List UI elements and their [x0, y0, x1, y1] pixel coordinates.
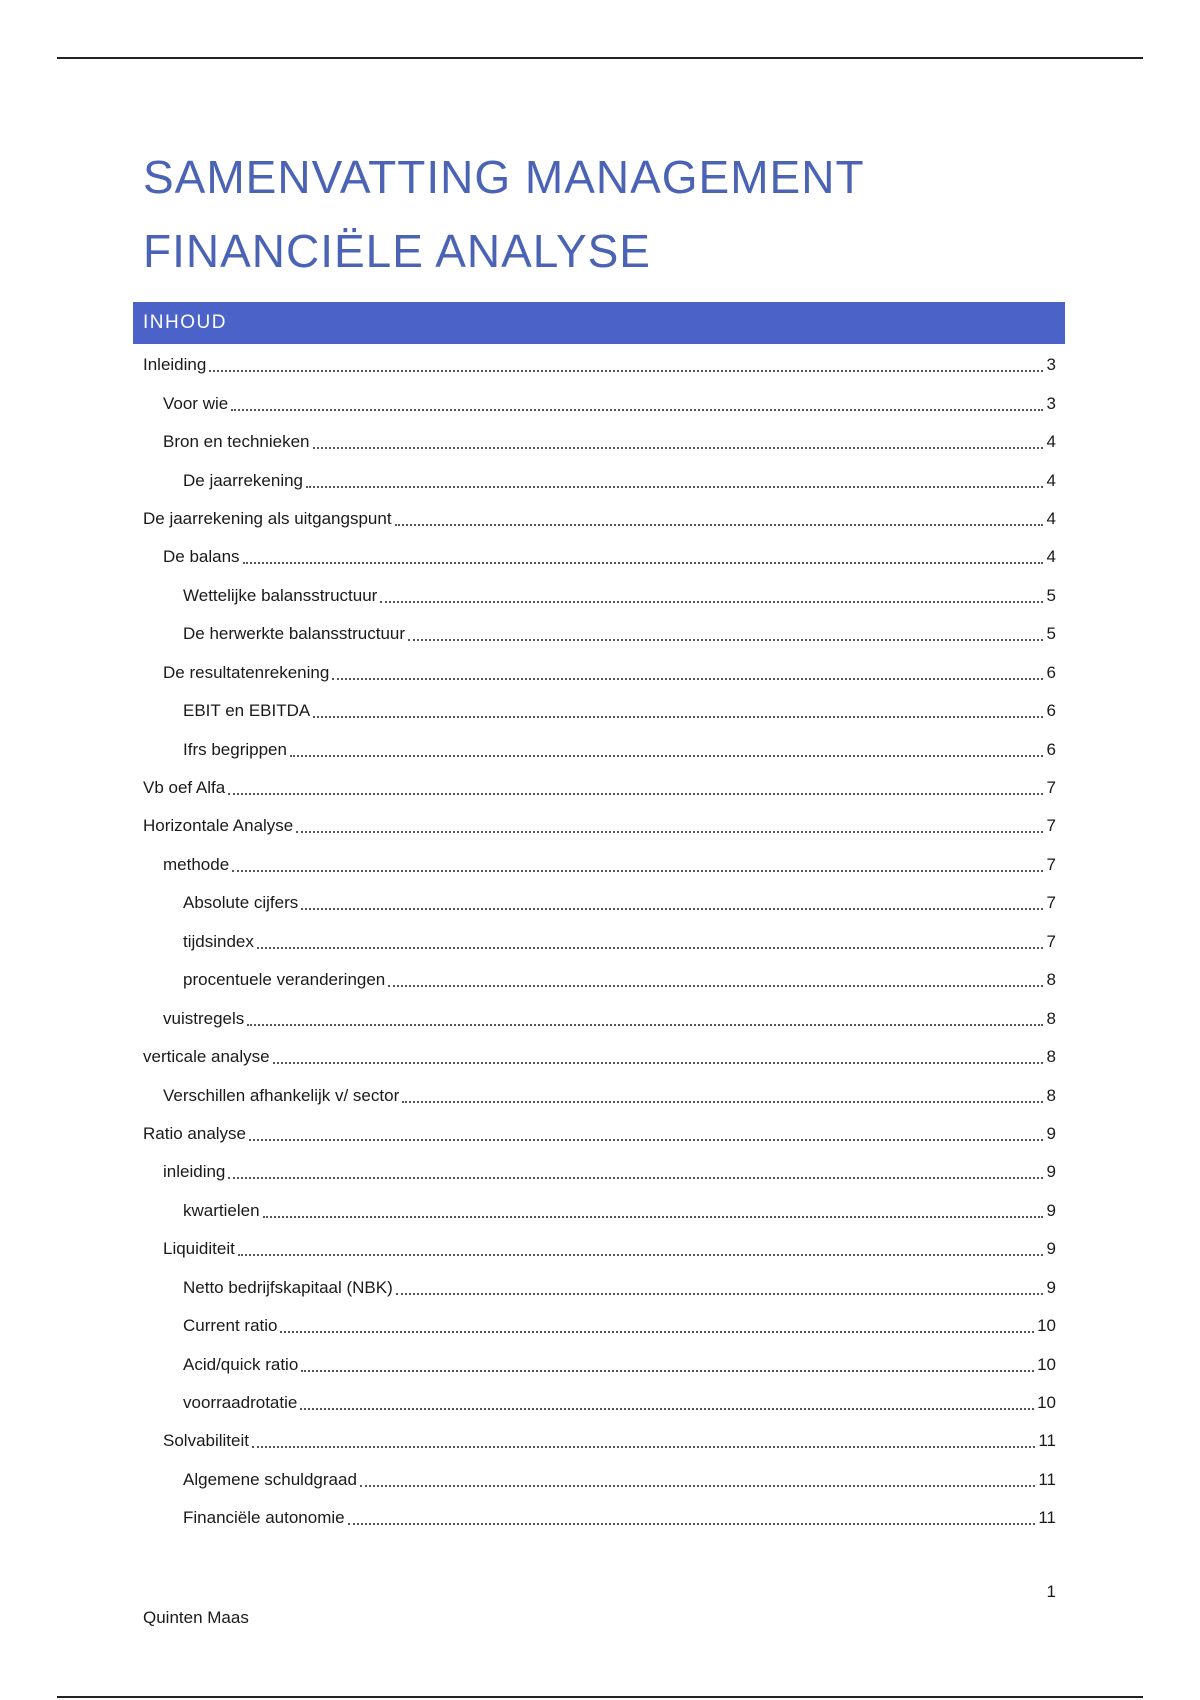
toc-entry-label: kwartielen [183, 1200, 260, 1220]
toc-entry[interactable] [143, 1192, 1056, 1230]
toc-dot-leader [360, 1485, 1035, 1487]
toc-entry-label: inleiding [163, 1162, 226, 1182]
toc-entry-page: 4 [1046, 470, 1056, 490]
toc-dot-leader [231, 409, 1043, 411]
toc-dot-leader [313, 447, 1044, 449]
toc-entry-page: 11 [1038, 1469, 1056, 1489]
toc-dot-leader [296, 831, 1043, 833]
toc-entry-label: Solvabiliteit [163, 1431, 249, 1451]
toc-entry-page: 9 [1046, 1162, 1056, 1182]
toc-entry-label: procentuele veranderingen [183, 970, 386, 990]
toc-entry-page: 4 [1046, 432, 1056, 452]
toc-entry[interactable] [143, 1461, 1056, 1499]
toc-dot-leader [396, 1293, 1043, 1295]
table-of-contents [143, 346, 1056, 1538]
toc-entry-page: 6 [1046, 662, 1056, 682]
toc-dot-leader [301, 908, 1043, 910]
toc-dot-leader [290, 755, 1043, 757]
toc-entry-page: 8 [1046, 970, 1056, 990]
toc-entry-label: Absolute cijfers [183, 893, 299, 913]
toc-entry[interactable] [143, 807, 1056, 845]
toc-dot-leader [300, 1408, 1034, 1410]
toc-entry-label: methode [163, 854, 230, 874]
toc-entry-label: De herwerkte balansstructuur [183, 624, 406, 644]
toc-entry[interactable] [143, 1307, 1056, 1345]
toc-entry-page: 3 [1046, 355, 1056, 375]
toc-entry[interactable] [143, 461, 1056, 499]
toc-entry-page: 4 [1046, 508, 1056, 528]
toc-dot-leader [228, 1177, 1043, 1179]
toc-entry[interactable] [143, 423, 1056, 461]
title-line-2: FINANCIËLE ANALYSE [143, 225, 651, 277]
toc-entry[interactable] [143, 384, 1056, 422]
toc-dot-leader [257, 947, 1043, 949]
toc-entry[interactable] [143, 1153, 1056, 1191]
toc-entry-label: vuistregels [163, 1008, 245, 1028]
toc-entry-page: 9 [1046, 1239, 1056, 1259]
toc-dot-leader [249, 1139, 1043, 1141]
top-rule [57, 57, 1143, 59]
toc-entry-page: 10 [1037, 1316, 1056, 1336]
toc-entry-label: Netto bedrijfskapitaal (NBK) [183, 1277, 393, 1297]
toc-entry[interactable] [143, 1115, 1056, 1153]
toc-dot-leader [228, 793, 1043, 795]
author-name: Quinten Maas [143, 1608, 249, 1627]
toc-dot-leader [313, 716, 1043, 718]
toc-entry-label: EBIT en EBITDA [183, 701, 311, 721]
toc-entry-label: Current ratio [183, 1316, 278, 1336]
toc-entry-page: 11 [1038, 1431, 1056, 1451]
toc-entry[interactable] [143, 615, 1056, 653]
toc-entry-label: Ifrs begrippen [183, 739, 287, 759]
toc-dot-leader [247, 1024, 1043, 1026]
toc-entry-label: Wettelijke balansstructuur [183, 585, 378, 605]
toc-dot-leader [301, 1370, 1034, 1372]
toc-entry-label: tijdsindex [183, 931, 254, 951]
toc-entry-page: 6 [1046, 701, 1056, 721]
toc-entry[interactable] [143, 346, 1056, 384]
toc-entry-page: 4 [1046, 547, 1056, 567]
toc-entry-page: 5 [1046, 585, 1056, 605]
toc-dot-leader [306, 486, 1043, 488]
toc-entry-label: voorraadrotatie [183, 1393, 298, 1413]
toc-dot-leader [238, 1254, 1043, 1256]
toc-entry[interactable] [143, 999, 1056, 1037]
toc-entry-label: Verschillen afhankelijk v/ sector [163, 1085, 400, 1105]
toc-entry-page: 9 [1046, 1277, 1056, 1297]
toc-entry-label: Algemene schuldgraad [183, 1469, 357, 1489]
toc-entry-page: 8 [1046, 1047, 1056, 1067]
toc-entry-label: De jaarrekening als uitgangspunt [143, 508, 392, 528]
toc-dot-leader [273, 1062, 1043, 1064]
toc-dot-leader [209, 370, 1043, 372]
toc-entry-label: Acid/quick ratio [183, 1354, 299, 1374]
toc-entry-label: verticale analyse [143, 1047, 270, 1067]
toc-dot-leader [263, 1216, 1043, 1218]
toc-entry[interactable] [143, 577, 1056, 615]
toc-dot-leader [332, 678, 1043, 680]
toc-entry[interactable] [143, 1499, 1056, 1537]
toc-entry[interactable] [143, 1230, 1056, 1268]
toc-dot-leader [388, 985, 1043, 987]
toc-entry-page: 6 [1046, 739, 1056, 759]
toc-dot-leader [280, 1331, 1034, 1333]
toc-entry[interactable] [143, 769, 1056, 807]
toc-entry-label: De balans [163, 547, 240, 567]
toc-entry-label: Ratio analyse [143, 1123, 247, 1143]
toc-entry[interactable] [143, 961, 1056, 999]
toc-entry-label: Horizontale Analyse [143, 816, 294, 836]
toc-entry-label: Vb oef Alfa [143, 778, 226, 798]
toc-entry-page: 9 [1046, 1123, 1056, 1143]
toc-entry-page: 11 [1038, 1508, 1056, 1528]
toc-entry[interactable] [143, 1384, 1056, 1422]
toc-entry-label: Financiële autonomie [183, 1508, 345, 1528]
toc-entry[interactable] [143, 1076, 1056, 1114]
toc-entry-label: Bron en technieken [163, 432, 310, 452]
toc-entry-label: Liquiditeit [163, 1239, 235, 1259]
toc-entry[interactable] [143, 1345, 1056, 1383]
toc-entry[interactable] [143, 1422, 1056, 1460]
toc-entry[interactable] [143, 538, 1056, 576]
toc-entry-page: 7 [1046, 854, 1056, 874]
toc-entry[interactable] [143, 1269, 1056, 1307]
toc-entry-page: 7 [1046, 893, 1056, 913]
toc-dot-leader [232, 870, 1043, 872]
toc-entry-label: Inleiding [143, 355, 207, 375]
toc-entry-page: 5 [1046, 624, 1056, 644]
toc-entry-label: Voor wie [163, 393, 229, 413]
toc-entry-page: 8 [1046, 1008, 1056, 1028]
toc-entry[interactable] [143, 1038, 1056, 1076]
toc-entry-page: 7 [1046, 778, 1056, 798]
toc-dot-leader [348, 1523, 1036, 1525]
toc-entry[interactable] [143, 730, 1056, 768]
toc-entry-page: 10 [1037, 1393, 1056, 1413]
toc-dot-leader [252, 1446, 1035, 1448]
title-line-1: SAMENVATTING MANAGEMENT [143, 151, 865, 203]
toc-entry-page: 9 [1046, 1200, 1056, 1220]
toc-dot-leader [380, 601, 1043, 603]
toc-entry[interactable] [143, 692, 1056, 730]
toc-heading: INHOUD [133, 302, 1065, 344]
toc-entry-page: 3 [1046, 393, 1056, 413]
toc-dot-leader [243, 562, 1043, 564]
toc-entry[interactable] [143, 846, 1056, 884]
toc-dot-leader [408, 639, 1043, 641]
toc-entry[interactable] [143, 500, 1056, 538]
toc-dot-leader [395, 524, 1043, 526]
toc-entry[interactable] [143, 654, 1056, 692]
toc-entry[interactable] [143, 884, 1056, 922]
toc-entry-page: 10 [1037, 1354, 1056, 1374]
toc-entry-label: De jaarrekening [183, 470, 304, 490]
toc-entry[interactable] [143, 923, 1056, 961]
toc-entry-page: 8 [1046, 1085, 1056, 1105]
toc-dot-leader [402, 1101, 1043, 1103]
toc-entry-label: De resultatenrekening [163, 662, 330, 682]
bottom-rule [57, 1696, 1143, 1698]
page-number: 1 [1046, 1582, 1056, 1601]
toc-entry-page: 7 [1046, 931, 1056, 951]
toc-entry-page: 7 [1046, 816, 1056, 836]
document-title [143, 140, 1063, 288]
